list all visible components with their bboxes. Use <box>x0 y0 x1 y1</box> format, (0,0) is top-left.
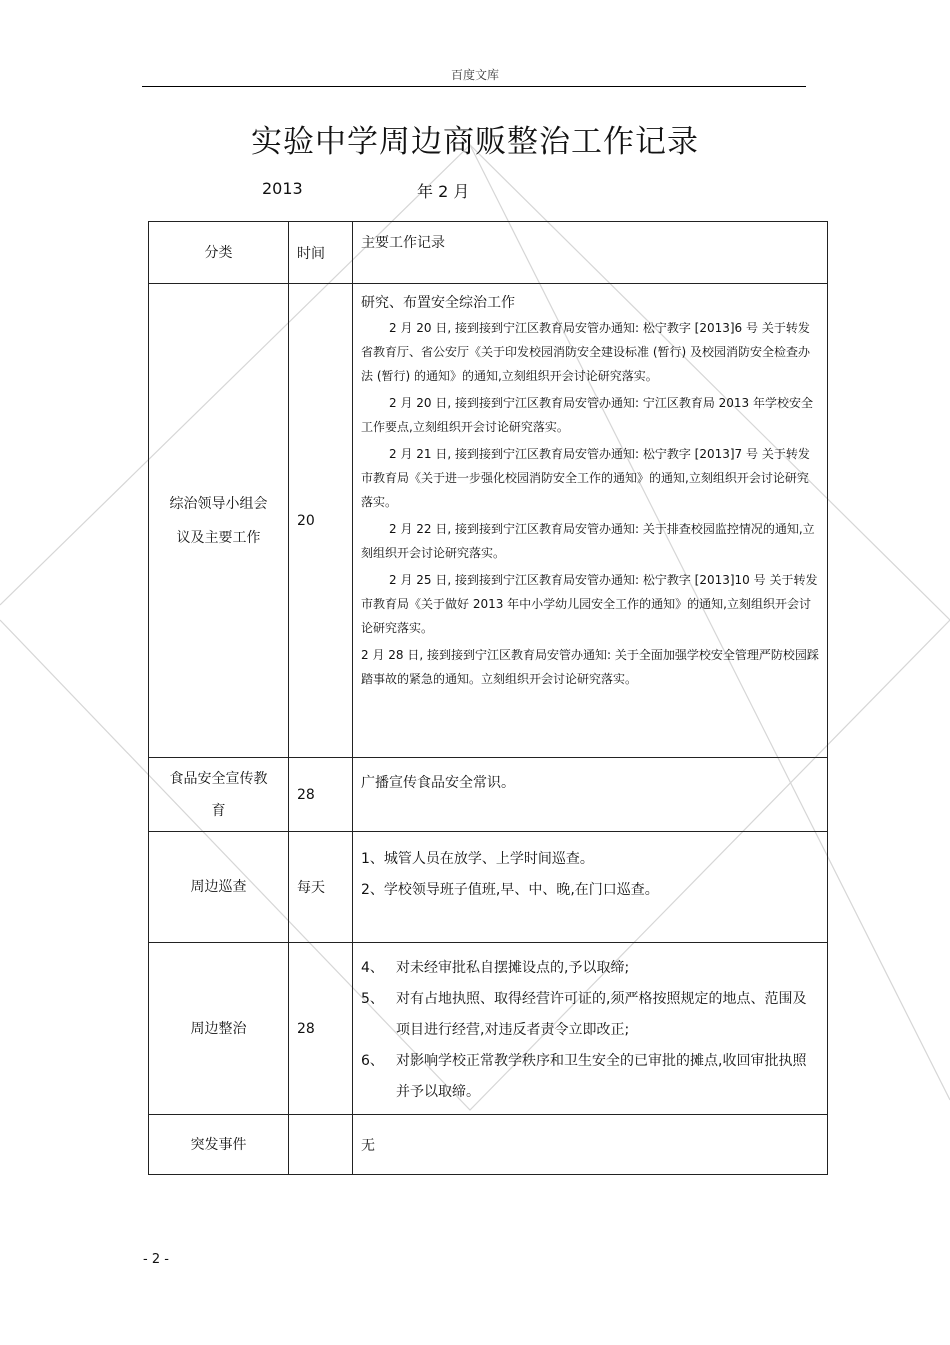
list-text: 对未经审批私自摆摊设点的,予以取缔; <box>396 960 630 976</box>
row-category-text: 综治领导小组会议及主要工作 <box>169 495 268 546</box>
page-number: - 2 - <box>143 1252 169 1267</box>
list-item <box>361 1046 819 1108</box>
table-row <box>149 758 828 832</box>
table-header-row <box>149 222 828 284</box>
row-time: 28 <box>289 758 353 832</box>
date-month: 年 2 月 <box>417 182 470 201</box>
row-category: 周边整治 <box>149 943 289 1115</box>
header-divider <box>142 86 806 87</box>
date-year: 2013 <box>262 179 303 198</box>
record-text: 无 <box>361 1137 375 1154</box>
row-time: 每天 <box>289 832 353 943</box>
header-site: 百度文库 <box>450 68 499 82</box>
row-time: 20 <box>289 284 353 758</box>
list-item: 2、学校领导班子值班,早、中、晚,在门口巡查。 <box>361 882 659 898</box>
table-row <box>149 1115 828 1175</box>
header-record-label: 主要工作记录 <box>361 235 445 251</box>
row-record <box>353 758 828 832</box>
table-row <box>149 284 828 758</box>
record-title: 研究、布置安全综治工作 <box>361 295 515 311</box>
header-category: 分类 <box>149 222 289 284</box>
header-record <box>353 222 828 284</box>
record-paragraph: 2 月 28 日, 接到接到宁江区教育局安管办通知: 关于全面加强学校安全管理严防校园踩踏事故的紧急的通知。立刻组织开会讨论研究落实。 <box>361 648 819 686</box>
table-row <box>149 943 828 1115</box>
list-text: 对有占地执照、取得经营许可证的,须严格按照规定的地点、范围及项目进行经营,对违反者责令立即改正; <box>396 991 807 1038</box>
record-paragraph: 2 月 20 日, 接到接到宁江区教育局安管办通知: 松宁教字 [2013]6 号 关于转发省教育厅、省公安厅《关于印发校园消防安全建设标准 (暂行) 及校园消防安全检查办法 (暂行) 的通知》的通知,立刻组织开会讨论研究落实。 <box>361 321 810 383</box>
row-record <box>353 1115 828 1175</box>
list-number: 6、 <box>361 1053 384 1069</box>
record-paragraph: 2 月 25 日, 接到接到宁江区教育局安管办通知: 松宁教字 [2013]10 号 关于转发市教育局《关于做好 2013 年中小学幼儿园安全工作的通知》的通知,立刻组织开会讨论研究落实。 <box>361 573 818 635</box>
record-paragraph: 2 月 21 日, 接到接到宁江区教育局安管办通知: 松宁教字 [2013]7 号 关于转发市教育局《关于进一步强化校园消防安全工作的通知》的通知,立刻组织开会讨论研究落实。 <box>361 447 810 509</box>
row-category <box>149 284 289 758</box>
row-category-text: 食品安全宣传教育 <box>169 770 268 819</box>
work-record-table <box>148 221 828 1175</box>
row-record <box>353 832 828 943</box>
record-text: 广播宣传食品安全常识。 <box>361 775 515 791</box>
list-item <box>361 984 819 1046</box>
list-number: 4、 <box>361 960 384 976</box>
page-title: 实验中学周边商贩整治工作记录 <box>251 124 699 160</box>
row-time <box>289 1115 353 1175</box>
record-paragraph: 2 月 22 日, 接到接到宁江区教育局安管办通知: 关于排查校园监控情况的通知,立刻组织开会讨论研究落实。 <box>361 522 815 560</box>
row-category: 周边巡查 <box>149 832 289 943</box>
row-category <box>149 758 289 832</box>
row-time: 28 <box>289 943 353 1115</box>
list-item <box>361 953 819 984</box>
row-record <box>353 943 828 1115</box>
header-time: 时间 <box>289 222 353 284</box>
list-item: 1、城管人员在放学、上学时间巡查。 <box>361 851 594 867</box>
list-number: 5、 <box>361 991 384 1007</box>
table-row <box>149 832 828 943</box>
row-record <box>353 284 828 758</box>
record-paragraph: 2 月 20 日, 接到接到宁江区教育局安管办通知: 宁江区教育局 2013 年学校安全工作要点,立刻组织开会讨论研究落实。 <box>361 396 814 434</box>
row-category: 突发事件 <box>149 1115 289 1175</box>
list-text: 对影响学校正常教学秩序和卫生安全的已审批的摊点,收回审批执照并予以取缔。 <box>396 1053 807 1100</box>
